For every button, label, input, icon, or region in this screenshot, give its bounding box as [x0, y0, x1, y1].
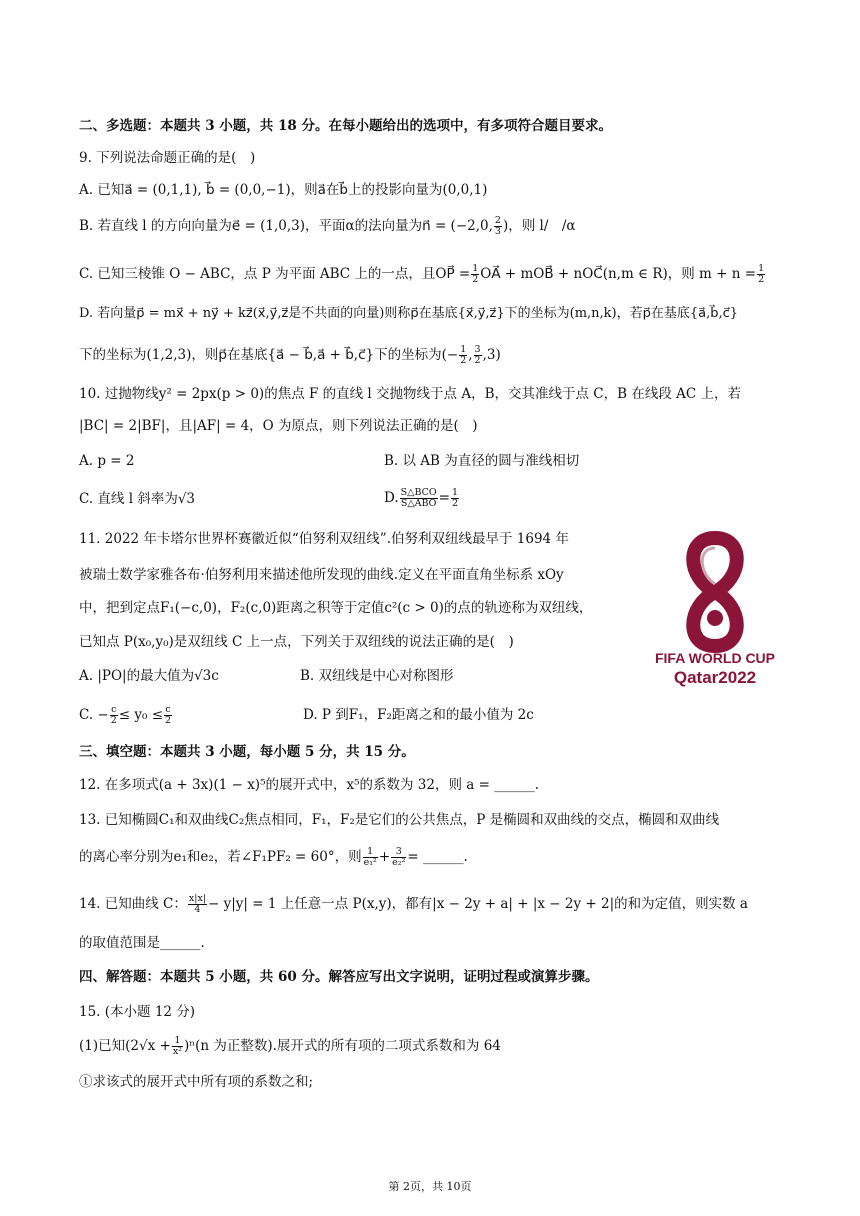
- q9-c-text2: OA⃗ + mOB⃗ + nOC⃗(n,m ∈ R)，则 m + n =: [480, 266, 757, 282]
- q11-line1: 11. 2022 年卡塔尔世界杯赛徽近似“伯努利双纽线”.伯努利双纽线最早于 1694 年: [79, 531, 569, 547]
- q11-option-c: C. − $\frac{c}{2}$ ≤ y₀ ≤ $\frac{c}{2}$: [79, 704, 172, 726]
- q13-line1: 13. 已知椭圆C₁和双曲线C₂焦点相同，F₁，F₂是它们的公共焦点，P 是椭圆和双曲线的交点，椭圆和双曲线: [79, 812, 720, 828]
- q10-option-b: B. 以 AB 为直径的圆与准线相切: [384, 453, 580, 469]
- fifa-world-cup-logo: [645, 530, 785, 690]
- q9-option-b: [79, 216, 576, 237]
- section-4-heading: 四、解答题：本题共 5 小题，共 60 分。解答应写出文字说明，证明过程或演算步骤。: [79, 969, 599, 985]
- frac-c-half-2: $\frac{c}{2}$: [165, 704, 172, 726]
- q9-option-c: [79, 264, 766, 285]
- q9-b-text1: B. 若直线 l 的方向向量为e⃗ = (1,0,3)，平面α的法向量为n⃗ = (−2,0,: [79, 218, 493, 234]
- section-3-heading: 三、填空题：本题共 3 小题，每小题 5 分，共 15 分。: [79, 744, 415, 760]
- q15-subpart1: ①求该式的展开式中所有项的系数之和;: [79, 1074, 314, 1090]
- frac-xabs-4: $\frac{x|x|}{4}$: [188, 893, 207, 915]
- q9-option-d-line2: 下的坐标为(1,2,3)，则p⃗在基底{a⃗ − b⃗,a⃗ + b⃗,c⃗}下的坐标为(− $\frac{1}{2}$ , $\frac{3}{2}$ ,3): [79, 344, 501, 366]
- q13-line2: 的离心率分别为e₁和e₂，若∠F₁PF₂ = 60°，则 $\frac{1}{\text{e₁²}}$ + $\frac{3}{\text{e₂²}}$ = ______.: [79, 846, 468, 868]
- svg-text:Qatar2022: Qatar2022: [673, 668, 757, 687]
- frac-two-thirds: $\frac{2}{3}$: [494, 215, 501, 237]
- frac-1-xsq: $\frac{1}{\text{x²}}$: [172, 1035, 182, 1057]
- frac-1-e1sq: $\frac{1}{\text{e₁²}}$: [363, 846, 377, 868]
- frac-c-half-1: $\frac{c}{2}$: [110, 704, 117, 726]
- frac-neg-half: $\frac{1}{2}$: [460, 344, 467, 366]
- q10-option-c: C. 直线 l 斜率为√3: [79, 491, 196, 507]
- q11-line4: 已知点 P(x₀,y₀)是双纽线 C 上一点，下列关于双纽线的说法正确的是( ): [79, 634, 514, 650]
- q11-line3: 中，把到定点F₁(−c,0)，F₂(c,0)距离之积等于定值c²(c > 0)的点的轨迹称为双纽线，: [79, 600, 593, 616]
- q9-stem: 9. 下列说法命题正确的是( ): [79, 150, 256, 166]
- page-footer: 第 2页，共 10页: [388, 1180, 472, 1193]
- q15-head: 15. (本小题 12 分): [79, 1004, 196, 1020]
- q11-option-d: D. P 到F₁，F₂距离之和的最小值为 2c: [303, 707, 534, 723]
- frac-half-2: $\frac{1}{2}$: [758, 263, 765, 285]
- q14-line1: 14. 已知曲线 C： $\frac{x|x|}{4}$ − y|y| = 1 上任意一点 P(x,y)，都有|x − 2y + a| + |x − 2y + 2|的和为定值，则实数 a: [79, 893, 748, 915]
- q15-part1: (1)已知(2√x + $\frac{1}{\text{x²}}$ )ⁿ(n 为正整数).展开式的所有项的二项式系数和为 64: [79, 1035, 501, 1057]
- q11-option-a: A. |PO|的最大值为√3c: [79, 668, 219, 684]
- frac-half-3: $\frac{1}{2}$: [451, 487, 459, 509]
- frac-half-1: $\frac{1}{2}$: [472, 263, 479, 285]
- q11-option-b: B. 双纽线是中心对称图形: [300, 668, 454, 684]
- section-2-heading: 二、多选题：本题共 3 小题，共 18 分。在每小题给出的选项中，有多项符合题目要求。: [79, 118, 612, 134]
- q9-option-d-line1: D. 若向量p⃗ = mx⃗ + ny⃗ + kz⃗(x⃗,y⃗,z⃗是不共面的向量)则称p⃗在基底{x⃗,y⃗,z⃗}下的坐标为(m,n,k)，若p⃗在基底{a⃗,b⃗,c⃗}: [79, 306, 739, 321]
- q9-d-text2: ,3): [482, 347, 501, 363]
- fifa-emblem-icon: [645, 530, 785, 690]
- q12: 12. 在多项式(a + 3x)(1 − x)⁵的展开式中，x⁵的系数为 32，则 a = ______.: [79, 777, 540, 793]
- q10-option-d: D. $\frac{\text{S△BCO}}{\text{S△ABO}}$ = $\frac{1}{2}$: [384, 487, 459, 509]
- svg-text:FIFA WORLD CUP: FIFA WORLD CUP: [654, 650, 776, 666]
- q10-option-a: A. p = 2: [79, 453, 135, 469]
- frac-area-ratio: $\frac{\text{S△BCO}}{\text{S△ABO}}$: [400, 487, 437, 509]
- q10-line2: |BC| = 2|BF|，且|AF| = 4，O 为原点，则下列说法正确的是( ): [79, 418, 478, 434]
- frac-3-e2sq: $\frac{3}{\text{e₂²}}$: [392, 846, 406, 868]
- frac-three-half: $\frac{3}{2}$: [474, 344, 481, 366]
- q14-line2: 的取值范围是______.: [79, 935, 205, 951]
- q9-c-text1: C. 已知三棱锥 O − ABC，点 P 为平面 ABC 上的一点，且OP⃗ =: [79, 266, 471, 282]
- q11-line2: 被瑞士数学家雅各布·伯努利用来描述他所发现的曲线.定义在平面直角坐标系 xOy: [79, 567, 564, 583]
- q9-b-text2: )，则 l/ /α: [502, 218, 576, 234]
- q9-option-a: A. 已知a⃗ = (0,1,1), b⃗ = (0,0,−1)，则a⃗在b⃗上的投影向量为(0,0,1): [79, 182, 488, 198]
- q9-d-text1: 下的坐标为(1,2,3)，则p⃗在基底{a⃗ − b⃗,a⃗ + b⃗,c⃗}下的坐标为(−: [79, 347, 459, 363]
- q10-line1: 10. 过抛物线y² = 2px(p > 0)的焦点 F 的直线 l 交抛物线于点 A，B，交其准线于点 C，B 在线段 AC 上，若: [79, 386, 741, 402]
